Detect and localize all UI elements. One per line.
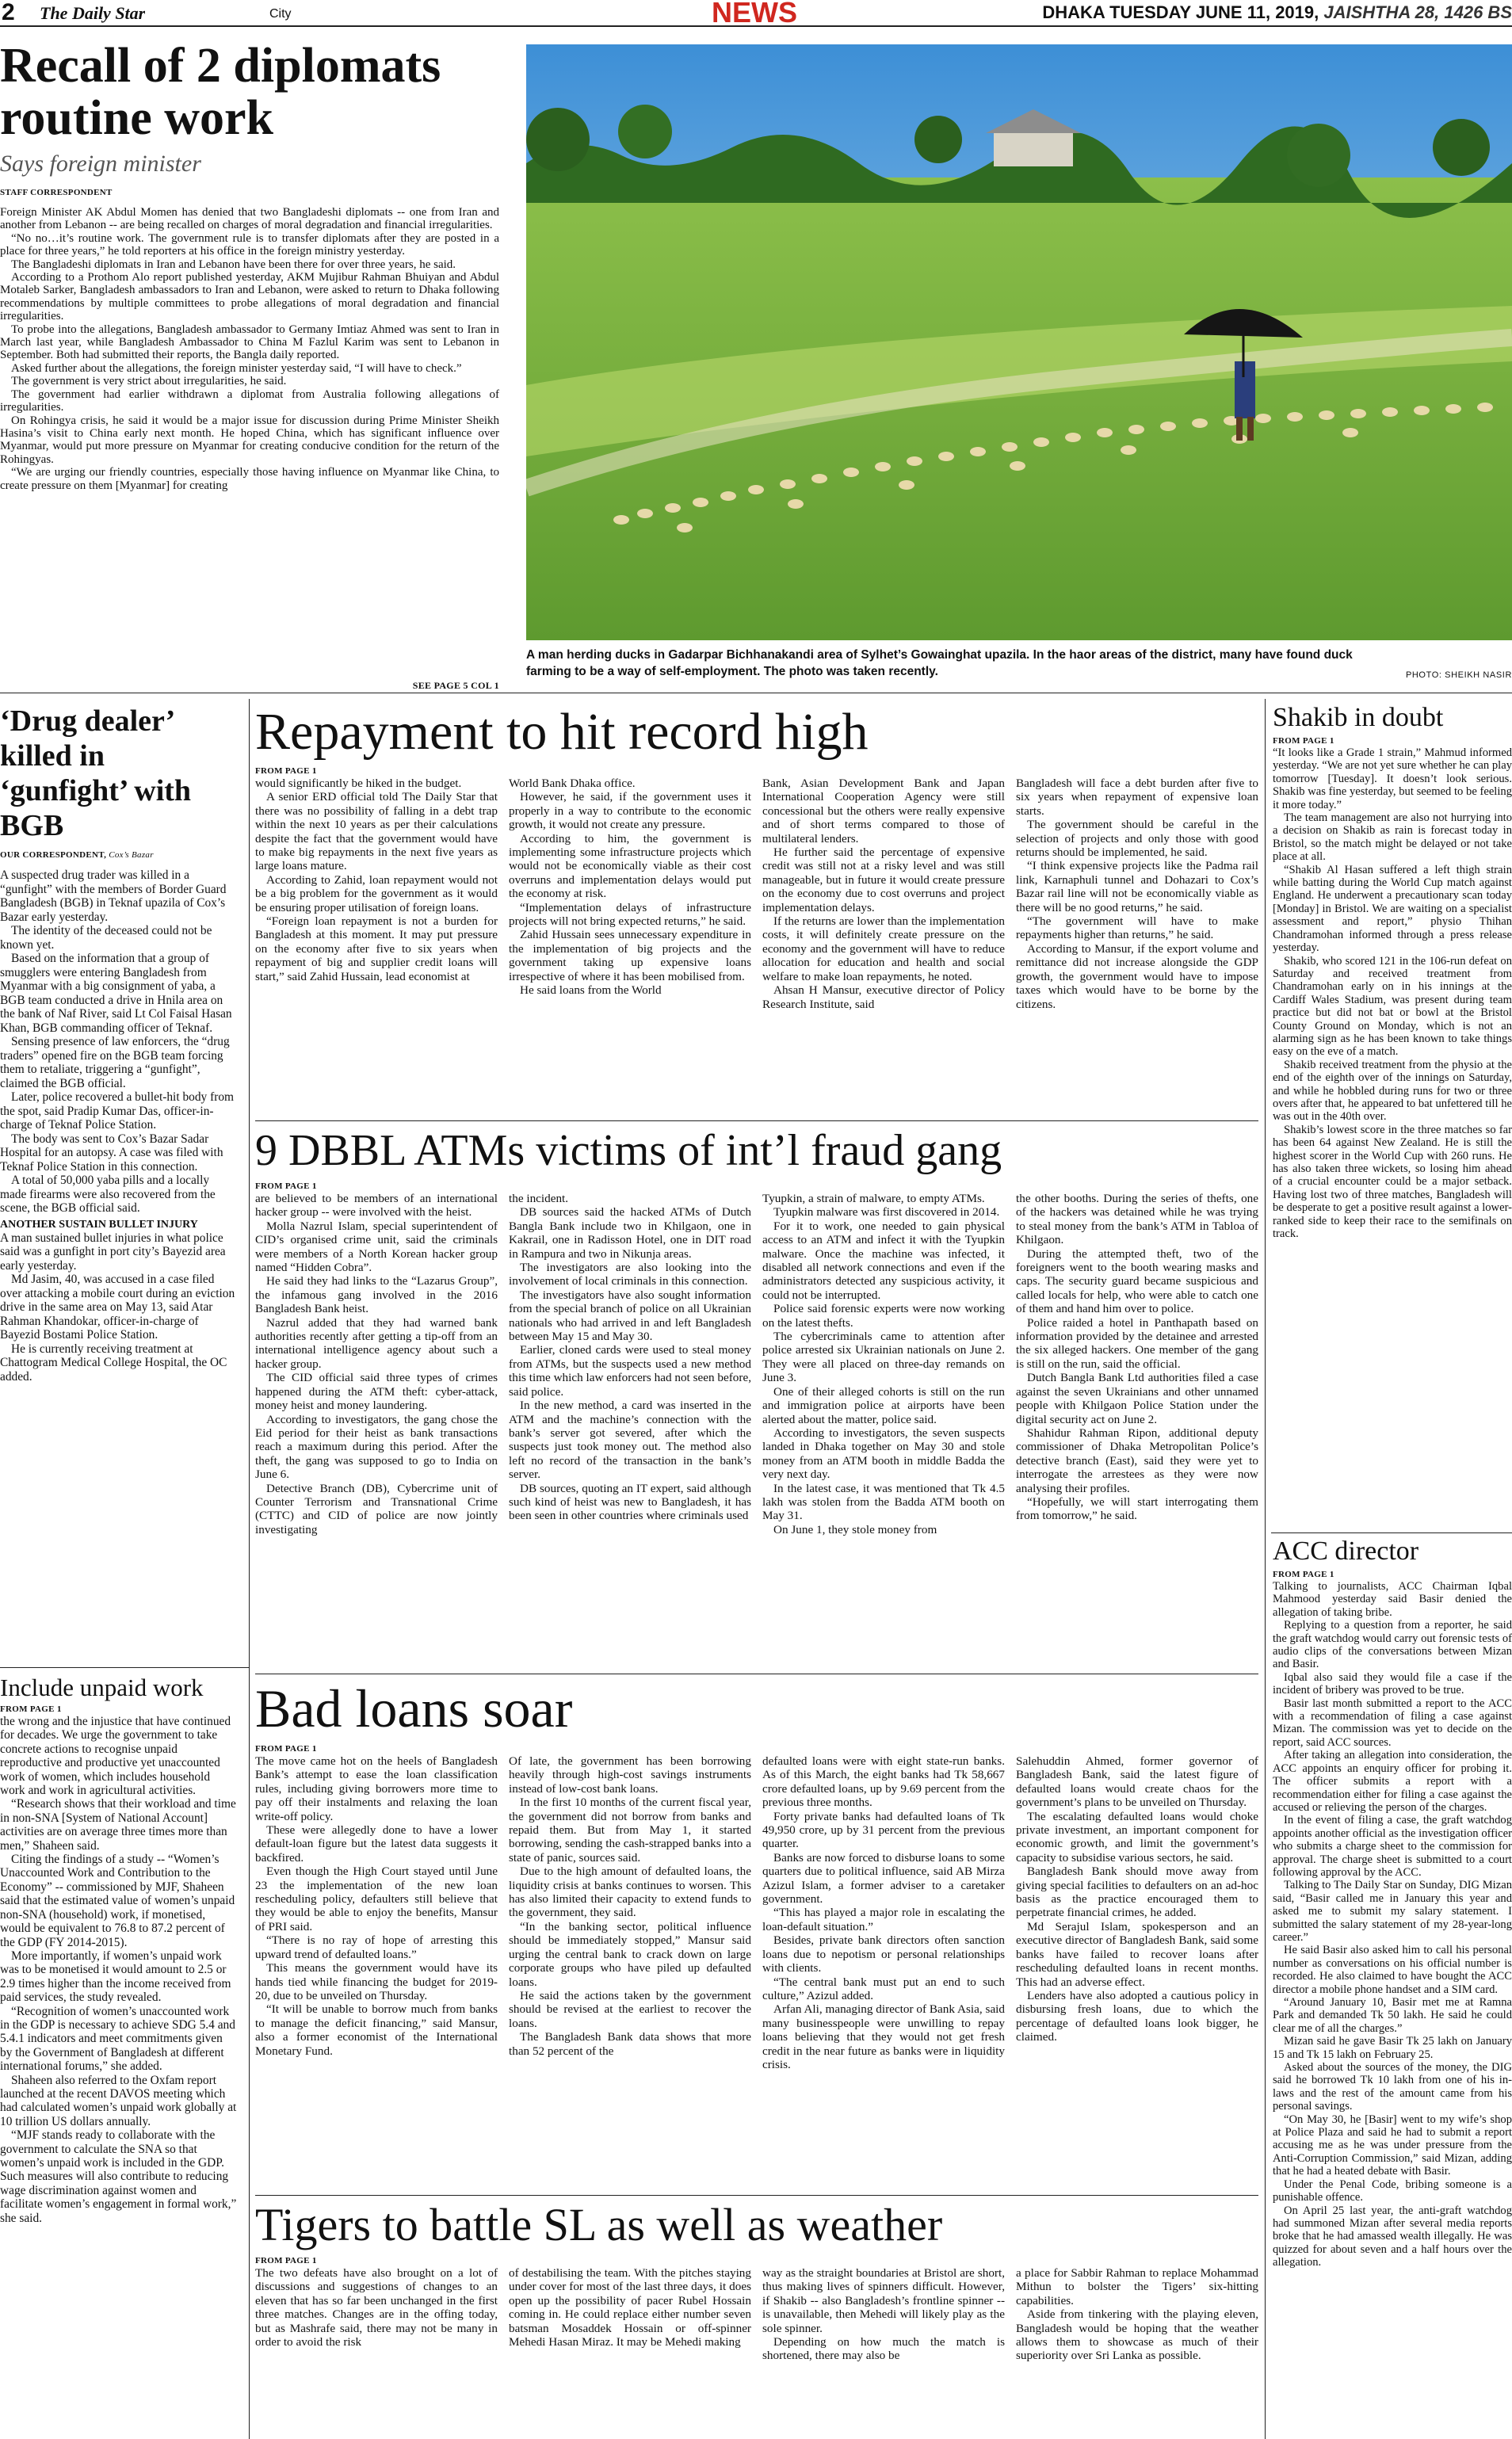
tigers-body [255, 2266, 1258, 2363]
atm-col [509, 1192, 751, 1536]
badloans-para: Forty private banks had defaulted loans of Tk 49,950 crore, up by 31 percent from the previous quarter. [762, 1809, 1005, 1851]
badloans-body [255, 1754, 1258, 2071]
badloans-para: In the first 10 months of the current fiscal year, the government did not borrow from banks and repaid them. But from May 1, it started borrowing, sending the cash-strapped banks into a state of panic, sources said. [509, 1796, 751, 1865]
badloans-para: He said the actions taken by the government should be revised at the earliest to recover the loans. [509, 1988, 751, 2030]
repayment-tag: FROM PAGE 1 [255, 766, 317, 776]
drug-para: Based on the information that a group of smugglers were entering Bangladesh from Myanmar with a big consignment of yaba, a BGB team conducted a drive in Hnila area on the bank of Naf River, said Lt Col Faisal Hasan Khan, BGB commanding officer of Teknaf. [0, 952, 232, 1035]
badloans-tag: FROM PAGE 1 [255, 1744, 317, 1754]
dateline [979, 2, 1512, 24]
tigers-para: Depending on how much the match is shortened, there may also be [762, 2335, 1005, 2363]
atm-para: Earlier, cloned cards were used to steal money from ATMs, but the suspects used a new method this time which law enforcers had not seen before, said police. [509, 1343, 751, 1399]
tigers-para: Aside from tinkering with the playing eleven, Bangladesh would be hoping that the weather allows them to showcase as much of their superiority over Sri Lanka as possible. [1016, 2307, 1258, 2363]
diplomats-story [0, 40, 499, 691]
atm-para: Molla Nazrul Islam, special superintendent of CID’s organised crime unit, said the criminals were members of a North Korean hacker group named “Hidden Cobra”. [255, 1219, 498, 1275]
repayment-para: According to Zahid, loan repayment would not be a big problem for the government as it would be ensuring proper utilisation of foreign loans. [255, 872, 498, 914]
divider [255, 1120, 1258, 1121]
badloans-para: Due to the high amount of defaulted loans, the liquidity crisis at banks continues to worsen. This has also limited their capacity to extend funds to the government, they said. [509, 1865, 751, 1920]
diplomats-para: Foreign Minister AK Abdul Momen has denied that two Bangladeshi diplomats -- one from Iran and another from Lebanon -- are being recalled on charges of moral degradation and financial irregularities. [0, 206, 499, 232]
atm-para: the other booths. During the series of thefts, one of the hackers was detained while he was trying to steal money from the bank’s ATM in Tabloa of Khilgaon. [1016, 1192, 1258, 1247]
atm-para: In the latest case, it was mentioned that Tk 4.5 lakh was stolen from the Badda ATM booth on May 31. [762, 1481, 1005, 1523]
atm-col [1016, 1192, 1258, 1536]
atm-para: The CID official said three types of crimes happened during the ATM theft: cyber-attack, money heist and money laundering. [255, 1371, 498, 1413]
repayment-body [255, 777, 1258, 1011]
diplomats-para: “We are urging our friendly countries, especially those having influence on Myanmar like China, to create pressure on them [Myanmar] for creating [0, 466, 499, 492]
badloans-para: Arfan Ali, managing director of Bank Asia, said many businesspeople were unwilling to repay loans believing that they would not get fresh credit in the near future as banks were in liquidity crisis. [762, 2002, 1005, 2071]
repayment-para: “Implementation delays of infrastructure projects will not bring expected returns,” he said. [509, 900, 751, 929]
repayment-headline: Repayment to hit record high [255, 703, 869, 761]
drug-para: A suspected drug trader was killed in a “gunfight” with the members of Border Guard Bangladesh (BGB) in Teknaf upazila of Cox’s Bazar early yesterday. [0, 868, 227, 924]
drug-para: The body was sent to Cox’s Bazar Sadar Hospital for an autopsy. A case was filed with Teknaf Police Station in this connection. [0, 1132, 223, 1174]
acc-para: In the event of filing a case, the graft watchdog appoints another official as the investigation officer who submits a charge sheet to the commission for approval. The charge sheet is submitted to a court following approval by the ACC. [1273, 1814, 1512, 1879]
unpaid-headline: Include unpaid work [0, 1674, 204, 1701]
drug-headline: ‘Drug dealer’ killed in ‘gunfight’ with BGB [0, 704, 192, 842]
acc-para: Iqbal also said they would file a case if the incident of bribery was proved to be true. [1273, 1670, 1512, 1697]
unpaid-para: Shaheen also referred to the Oxfam report launched at the recent DAVOS meeting which had calculated women’s unpaid work globally at 10 trillion US dollars annually. [0, 2073, 237, 2128]
acc-para: “On May 30, he [Basir] went to my wife’s shop at Police Plaza and said he had to submit a report accusing me as he was under pressure from the Anti-Corruption Commission,” said Mizan, adding that he had a heated debate with Basir. [1273, 2113, 1512, 2178]
diplomats-jump[interactable]: SEE PAGE 5 COL 1 [408, 680, 499, 691]
badloans-para: The escalating defaulted loans would choke private investment, an important component for economic growth, and limit the government’s capacity to subsidise various sectors, he said. [1016, 1809, 1258, 1865]
drug-para: He is currently receiving treatment at Chattogram Medical College Hospital, the OC added. [0, 1342, 227, 1384]
repayment-story [255, 700, 1258, 1117]
masthead-logo: The Daily Star [40, 3, 146, 23]
acc-para: “Around January 10, Basir met me at Ramna Park and demanded Tk 50 lakh. He said he could clear me of all the charges.” [1273, 1996, 1512, 2035]
badloans-para: Md Serajul Islam, spokesperson and an executive director of Bangladesh Bank, said some banks have failed to recover loans after rescheduling defaulted loans in recent months. This had an adverse effect. [1016, 1919, 1258, 1989]
repayment-para: He further said the percentage of expensive credit was still not at a risky level and was still manageable, but in future it would create pressure on the economy due to cost overruns and project implementation delays. [762, 845, 1005, 914]
acc-para: On April 25 last year, the anti-graft watchdog had summoned Mizan after several media reports broke that he had amassed wealth illegally. He was quizzed for about seven and a half hours over the allegation. [1273, 2204, 1512, 2269]
diplomats-para: The government is very strict about irregularities, he said. [11, 375, 287, 388]
shakib-story [1273, 702, 1512, 1531]
unpaid-story [0, 1674, 238, 2439]
unpaid-para: “MJF stands ready to collaborate with the government to calculate the SNA so that women’s unpaid work is included in the GDP. Such measures will also contribute to reducing wage discrimination against women and facilitate women’s engagement in formal work,” she said. [0, 2128, 237, 2225]
duck-herding-photo [526, 44, 1512, 640]
dateline-bn: JAISHTHA 28, 1426 BS [1323, 2, 1512, 22]
drug-para: A man sustained bullet injuries in what police said was a gunfight in port city’s Bayezid area early yesterday. [0, 1231, 226, 1273]
drug-para: Md Jasim, 40, was accused in a case filed over attacking a mobile court during an eviction drive in the same area on May 13, said Atar Rahman Khandokar, officer-in-charge of Bayezid Bostami Police Station. [0, 1273, 235, 1342]
divider [1265, 699, 1266, 2439]
repayment-para: However, he said, if the government uses it properly in a way to contribute to the economic growth, it would not create any pressure. [509, 790, 751, 832]
badloans-para: This means the government would have its hands tied while financing the budget for 2019-20, due to be unveiled on Thursday. [255, 1961, 498, 2002]
drug-body [0, 868, 238, 1384]
atm-para: Police raided a hotel in Panthapath based on information provided by the detainee and arrested the six alleged hackers. One member of the gang is still on the run, said the official. [1016, 1315, 1258, 1371]
drug-byline [0, 849, 238, 861]
tigers-headline: Tigers to battle SL as well as weather [255, 2199, 943, 2250]
shakib-para: “It looks like a Grade 1 strain,” Mahmud informed yesterday. “We are not yet sure whether he can play tomorrow [Tuesday]. It doesn’t look serious. Shakib was fine yesterday, but seemed to be feeling it more today.” [1273, 746, 1512, 811]
acc-para: Under the Penal Code, bribing someone is a punishable offence. [1273, 2178, 1512, 2204]
shakib-tag: FROM PAGE 1 [1273, 736, 1334, 746]
repayment-para: A senior ERD official told The Daily Star that there was no possibility of falling in a debt trap within the next 10 years as per their calculations despite the fact that the government would have to make big repayments in the next five years as large loans mature. [255, 790, 498, 873]
repayment-para: would significantly be hiked in the budget. [255, 777, 462, 790]
badloans-col [255, 1754, 498, 2071]
shakib-headline: Shakib in doubt [1273, 703, 1444, 732]
shakib-para: The team management are also not hurrying into a decision on Shakib as rain is forecast today in Bristol, so the match might be delayed or not take place at all. [1273, 811, 1512, 864]
atm-story [255, 1122, 1258, 1670]
tigers-col [1016, 2266, 1258, 2363]
shakib-para: Shakib received treatment from the physio at the end of the eighth over of the innings on Saturday, and while he hobbled during runs for two or three overs after that, he appeared to bat unfettered till he was out in the 40th over. [1273, 1058, 1512, 1124]
badloans-story [255, 1675, 1258, 2192]
atm-para: Tyupkin malware was first discovered in 2014. [773, 1205, 1000, 1220]
divider [249, 699, 250, 2439]
atm-para: For it to work, one needed to gain physical access to an ATM and infect it with the Tyupkin malware. Once the machine was infected, it disabled all network connections and even if the administrators detected any suspicious activity, it could not be interrupted. [762, 1219, 1005, 1302]
repayment-para: If the returns are lower than the implementation costs, it will definitely create pressure on the economy and the government will have to reduce allocation for education and health and social welfare to make loan repayments, he noted. [762, 914, 1005, 983]
tigers-para: of destabilising the team. With the pitches staying under cover for most of the last three days, it does open up the possibility of pacer Rubel Hossain coming in. He could replace either number seven batsman Mosaddek Hossain or off-spinner Mehedi Hasan Miraz. It may be Mehedi making [509, 2266, 751, 2349]
divider [1271, 1532, 1512, 1533]
atm-col [255, 1192, 498, 1536]
acc-tag: FROM PAGE 1 [1273, 1570, 1334, 1579]
diplomats-body [0, 206, 499, 492]
badloans-para: “In the banking sector, political influence should be immediately stopped,” Mansur said urging the central bank to crack down on large corporate groups who have piled up defaulted loans. [509, 1919, 751, 1989]
repayment-para: Bangladesh will face a debt burden after five to six years when repayment of expensive loan starts. [1016, 777, 1258, 818]
drug-byline-place: Cox’s Bazar [109, 850, 154, 860]
acc-para: Talking to journalists, ACC Chairman Iqbal Mahmood yesterday said Basir denied the allegation of taking bribe. [1273, 1580, 1512, 1619]
repayment-para: According to him, the government is implementing some infrastructure projects which would not be economically viable as their cost overruns and implementation delays would put the economy at risk. [509, 831, 751, 901]
atm-para: Detective Branch (DB), Cybercrime unit of Counter Terrorism and Transnational Crime (CTTC) and CID of police are now jointly investigating [255, 1481, 498, 1536]
shakib-para: Shakib, who scored 121 in the 106-run defeat on Saturday and received treatment from Chandramohan early on in his innings at the Cardiff Wales Stadium, was present during team practice but did not bat or bowl at the Bristol County Ground on Monday, which is not an alarming sign as he has been known to take things easy on the eve of a match. [1273, 954, 1512, 1059]
tigers-story [255, 2197, 1258, 2439]
badloans-headline: Bad loans soar [255, 1678, 573, 1739]
atm-para: He said they had links to the “Lazarus Group”, the infamous gang involved in the 2016 Bangladesh Bank heist. [255, 1274, 498, 1316]
drug-story [0, 704, 238, 1658]
tigers-col [255, 2266, 498, 2363]
page-number: 2 [2, 0, 15, 25]
atm-para: The investigators have also sought information from the special branch of police on all Ukrainian nationals who had arrived in and left Bangladesh between May 15 and May 30. [509, 1288, 751, 1344]
diplomats-para: To probe into the allegations, Bangladesh ambassador to Germany Imtiaz Ahmed was sent to Iran in March last year, while Bangladesh Ambassador to China M Fazlul Karim was sent to Lebanon in September. Both had submitted their reports, the Bangla daily reported. [0, 323, 499, 362]
repayment-para: Zahid Hussain sees unnecessary expenditure in the implementation of big projects and the government taking up expensive loans irrespective of where it has been mobilised from. [509, 928, 751, 983]
badloans-para: Banks are now forced to disburse loans to some quarters due to political influence, said AB Mirza Azizul Islam, a former adviser to a caretaker government. [762, 1850, 1005, 1907]
page-header [0, 0, 1512, 27]
acc-headline: ACC director [1273, 1536, 1419, 1566]
shakib-para: “Shakib Al Hasan suffered a left thigh strain while batting during the World Cup match against England. He underwent a precautionary scan today [Monday] in Bristol. We are waiting on a specialist assessment and report,” physio Thihan Chandramohan informed through a press release yesterday. [1273, 863, 1512, 955]
section-label: City [269, 7, 292, 21]
repayment-para: World Bank Dhaka office. [509, 777, 636, 790]
atm-para: One of their alleged cohorts is still on the run and immigration police at airports have been alerted about the matter, police said. [762, 1384, 1005, 1426]
diplomats-para: The government had earlier withdrawn a diplomat from Australia following allegations of irregularities. [0, 387, 499, 414]
atm-tag: FROM PAGE 1 [255, 1181, 317, 1191]
repayment-para: Bank, Asian Development Bank and Japan International Cooperation Agency were still concessional but the others were really expensive and of short terms compared to those of multilateral lenders. [762, 777, 1005, 845]
farm-house [994, 132, 1073, 166]
atm-para: In the new method, a card was inserted in the ATM and the machine’s connection with the bank’s server got severed, after which the suspects just took money out. The method also left no record of the transaction in the bank’s server. [509, 1399, 751, 1482]
unpaid-tag: FROM PAGE 1 [0, 1704, 62, 1714]
repayment-para: “The government will have to make repayments higher than returns,” he said. [1016, 914, 1258, 942]
acc-body [1273, 1580, 1512, 2269]
badloans-para: “This has played a major role in escalating the loan-default situation.” [762, 1906, 1005, 1933]
atm-body [255, 1192, 1258, 1536]
unpaid-para: “Research shows that their workload and time in non-SNA [System of National Account] activities are on average three times more than men,” Shaheen said. [0, 1797, 236, 1853]
atm-para: According to investigators, the seven suspects landed in Dhaka together on May 30 and stole money from an ATM booth in middle Badda the very next day. [762, 1426, 1005, 1482]
repayment-para: According to Mansur, if the export volume and remittance did not increase alongside the GDP growth, the government would have to impose taxes which would have to be borne by the citizens. [1016, 941, 1258, 1011]
acc-para: Replying to a question from a reporter, he said the graft watchdog would carry out forensic tests of audio clips of the conversations between Mizan and Basir. [1273, 1619, 1512, 1671]
repayment-para: He said loans from the World [520, 983, 662, 998]
repayment-para: “I think expensive projects like the Padma rail link, Karnaphuli tunnel and Dohazari to Cox’s Bazar rail line will not be economically viable as there will be no good returns,” he said. [1016, 859, 1258, 914]
badloans-col [762, 1754, 1005, 2071]
badloans-para: Besides, private bank directors often sanction loans due to nepotism or personal relationships with clients. [762, 1933, 1005, 1975]
tigers-col [509, 2266, 751, 2363]
atm-para: DB sources, quoting an IT expert, said although such kind of heist was new to Bangladesh, it has been seen in other countries where criminals used [509, 1481, 751, 1523]
atm-col [762, 1192, 1005, 1536]
diplomats-para: “No no…it’s routine work. The government rule is to transfer diplomats after they are posted in a place for three years,” he told reporters at his office in the foreign ministry yesterday. [0, 231, 499, 258]
drug-para: Later, police recovered a bullet-hit body from the spot, said Pradip Kumar Das, officer-in-charge of Teknaf Police Station. [0, 1090, 234, 1132]
badloans-para: Salehuddin Ahmed, former governor of Bangladesh Bank, said the latest figure of defaulted loans would create chaos for the government’s plans to be unveiled on Thursday. [1016, 1754, 1258, 1810]
atm-para: Shahidur Rahman Ripon, additional deputy commissioner of Dhaka Metropolitan Police’s detective branch (East), said they were yet to interrogate the arrestees as they were now analysing their profiles. [1016, 1426, 1258, 1495]
badloans-col [509, 1754, 751, 2071]
atm-para: The cybercriminals came to attention after police arrested six Ukrainian nationals on June 2. They were all placed on three-day remands on June 3. [762, 1330, 1005, 1385]
atm-para: the incident. [509, 1192, 569, 1205]
atm-para: Dutch Bangla Bank Ltd authorities filed a case against the seven Ukrainians and other unnamed people with Khilgaon Police Station under the digital security act on June 2. [1016, 1371, 1258, 1426]
unpaid-para: “Recognition of women’s unaccounted work in the GDP is necessary to achieve SDG 5.4 and 5.4.1 indicators and meet commitments given by the Government of Bangladesh at different international forums,” she added. [0, 2004, 235, 2074]
acc-para: After taking an allegation into consideration, the ACC appoints an enquiry officer for probing it. The officer submits a report with a recommendation either for filing a case against the accused or relieving the person of the charges. [1273, 1749, 1512, 1814]
acc-story [1273, 1536, 1512, 2439]
tigers-col [762, 2266, 1005, 2363]
atm-para: Nazrul added that they had warned bank authorities recently after getting a tip-off from an international intelligence agency about such a hacker group. [255, 1315, 498, 1371]
dateline-date: DHAKA TUESDAY JUNE 11, 2019, [1042, 2, 1319, 22]
atm-para: Police said forensic experts were now working on the latest thefts. [762, 1302, 1005, 1330]
tigers-para: way as the straight boundaries at Bristol are short, thus making lives of spinners difficult. However, if Shakib -- also Bangladesh’s frontline spinner -- is unavailable, then Mehedi will likely play as the sole spinner. [762, 2266, 1005, 2335]
photo-block [526, 44, 1512, 688]
repayment-col [509, 777, 751, 1011]
atm-para: On June 1, they stole money from [773, 1522, 937, 1536]
drug-para: The identity of the deceased could not be known yet. [0, 924, 212, 952]
photo-caption: A man herding ducks in Gadarpar Bichhanakandi area of Sylhet’s Gowainghat upazila. In the haor areas of the district, many have found duck farming to be a way of self-employment. The photo was taken recently. [526, 648, 1353, 678]
drug-para: A total of 50,000 yaba pills and a locally made firearms were also recovered from the scene, the BGB official said. [0, 1174, 216, 1215]
photo-credit: PHOTO: SHEIKH NASIR [1405, 670, 1512, 680]
acc-para: He said Basir also asked him to call his personal number as conversations on his official number is recorded. He also claimed to have bought the ACC director a mobile phone handset and a SIM card. [1273, 1944, 1512, 1996]
divider [255, 2195, 1258, 2196]
diplomats-byline: STAFF CORRESPONDENT [0, 188, 113, 197]
badloans-para: “The central bank must put an end to such culture,” Azizul added. [762, 1975, 1005, 2002]
atm-para: are believed to be members of an international hacker group -- were involved with the heist. [255, 1192, 498, 1220]
unpaid-para: More importantly, if women’s unpaid work was to be monetised it would amount to 2.5 or 2.9 times higher than the income received from paid services, the study revealed. [0, 1949, 231, 2005]
badloans-para: Of late, the government has been borrowing heavily through high-cost savings instruments instead of low-cost bank loans. [509, 1754, 751, 1796]
acc-para: Basir last month submitted a report to the ACC with a recommendation of filing a case against Mizan. The commission was yet to decide on the report, said ACC sources. [1273, 1697, 1512, 1749]
repayment-col [1016, 777, 1258, 1011]
repayment-col [255, 777, 498, 1011]
acc-para: Talking to The Daily Star on Sunday, DIG Mizan said, “Basir called me in January this year and asked me to submit my salary statement. I submitted the salary statement of my 28-year-long career.” [1273, 1879, 1512, 1944]
atm-para: During the attempted theft, two of the foreigners went to the booth wearing masks and caps. The security guard became suspicious and called locals for help, who were able to catch one of them and hand him over to police. [1016, 1246, 1258, 1316]
atm-para: According to investigators, the gang chose the Eid period for their heist as bank transactions reach a maximum during this period. After the theft, the gang was supposed to go to India on June 6. [255, 1412, 498, 1482]
shakib-body [1273, 746, 1512, 1240]
tigers-para: The two defeats have also brought on a lot of discussions and suggestions of changes to an eleven that has so far been unchanged in the first three matches. Changes are in the offing today, but as Mashrafe said, there may not be many in order to avoid the risk [255, 2266, 498, 2349]
atm-para: DB sources said the hacked ATMs of Dutch Bangla Bank include two in Khilgaon, one in Kakrail, one in Radisson Hotel, one in DIT road in Rampura and two in Nikunja areas. [509, 1205, 751, 1261]
diplomats-para: On Rohingya crisis, he said it would be a major issue for discussion during Prime Minister Sheikh Hasina’s visit to China early next month. He hoped China, which has significant influence over Myanmar, would put more pressure on Myanmar for creating conducive condition for the return of the Rohingyas. [0, 414, 499, 466]
divider [0, 1667, 249, 1668]
diplomats-para: According to a Prothom Alo report published yesterday, AKM Mujibur Rahman Bhuiyan and Abdul Motaleb Sarker, Bangladesh ambassadors to Iran and Lebanon, were asked to return to Dhaka following recommendations by multiple committees to probe allegations of moral degradation and financial irregularities. [0, 271, 499, 323]
tigers-para: a place for Sabbir Rahman to replace Mohammad Mithun to bolster the Tigers’ six-hitting capabilities. [1016, 2266, 1258, 2307]
brand-label: NEWS [712, 0, 797, 27]
atm-para: Tyupkin, a strain of malware, to empty ATMs. [762, 1192, 985, 1205]
unpaid-body [0, 1715, 238, 2225]
badloans-para: “There is no ray of hope of arresting this upward trend of defaulted loans.” [255, 1933, 498, 1961]
badloans-para: Bangladesh Bank should move away from giving special facilities to defaulters on an ad-hoc basis as the practice encouraged them to perpetrate financial crimes, he added. [1016, 1865, 1258, 1920]
badloans-para: The move came hot on the heels of Bangladesh Bank’s attempt to ease the loan classification rules, including giving borrowers more time to pay off their instalments and relaxing the loan write-off policy. [255, 1754, 498, 1823]
badloans-para: Lenders have also adopted a cautious policy in disbursing fresh loans, due to which the percentage of defaulted loans look bigger, he claimed. [1016, 1988, 1258, 2044]
diplomats-subhead: Says foreign minister [0, 151, 201, 177]
diplomats-headline: Recall of 2 diplomats routine work [0, 40, 441, 145]
acc-para: Mizan said he gave Basir Tk 25 lakh on January 15 and Tk 15 lakh on February 25. [1273, 2035, 1512, 2061]
drug-byline-name: OUR CORRESPONDENT, [0, 850, 107, 860]
badloans-para: defaulted loans were with eight state-run banks. As of this March, the eight banks had Tk 58,667 crore defaulted loans, up by 9.69 percent from the previous three months. [762, 1754, 1005, 1810]
badloans-col [1016, 1754, 1258, 2071]
badloans-para: Even though the High Court stayed until June 23 the implementation of the new loan rescheduling policy, defaulters still believe that they would be able to enjoy the benefits, Mansur of PRI said. [255, 1865, 498, 1933]
acc-para: Asked about the sources of the money, the DIG said he borrowed Tk 10 lakh from one of his in-laws and the rest of the amount came from his personal savings. [1273, 2061, 1512, 2113]
unpaid-para: Citing the findings of a study -- “Women’s Unaccounted Work and Contribution to the Economy” -- commissioned by MJF, Shaheen said that the estimated value of women’s unpaid non-SNA (household) work, if monetised, would be equivalent to 76.8 to 87.2 percent of the GDP (FY 2014-2015). [0, 1853, 235, 1949]
badloans-para: These were allegedly done to have a lower default-loan figure but the latest data suggests it backfired. [255, 1823, 498, 1865]
tigers-tag: FROM PAGE 1 [255, 2256, 317, 2265]
diplomats-para: Asked further about the allegations, the foreign minister yesterday said, “I will have to check.” [11, 361, 462, 375]
repayment-para: The government should be careful in the selection of projects and only those with good returns should be implemented, he said. [1016, 818, 1258, 860]
repayment-col [762, 777, 1005, 1011]
badloans-para: “It will be unable to borrow much from banks to manage the deficit financing,” said Mansur, also a former economist of the International Monetary Fund. [255, 2002, 498, 2058]
repayment-para: Ahsan H Mansur, executive director of Policy Research Institute, said [762, 983, 1005, 1011]
unpaid-para: the wrong and the injustice that have continued for decades. We urge the government to take concrete actions to recognise unpaid reproductive and productive yet unaccounted work of women, which includes household work and work in agricultural activities. [0, 1715, 231, 1798]
badloans-para: The Bangladesh Bank data shows that more than 52 percent of the [509, 2030, 751, 2058]
shakib-para: Shakib’s lowest score in the three matches so far has been 64 against New Zealand. He is still the highest scorer in the World Cup with 260 runs. He has also taken three wickets, so losing him ahead of a crucial encounter could be a major setback. Having lost two of three matches, Bangladesh will be desperate to get a positive result against a lower-ranked side to keep their race to the semifinals on track. [1273, 1123, 1512, 1241]
atm-para: “Hopefully, we will start interrogating them from tomorrow,” he said. [1016, 1494, 1258, 1523]
drug-para: Sensing presence of law enforcers, the “drug traders” opened fire on the BGB team forcing them to retaliate, triggering a “gunfight”, claimed the BGB official. [0, 1035, 230, 1090]
drug-subhead: ANOTHER SUSTAIN BULLET INJURY [0, 1218, 198, 1231]
atm-headline: 9 DBBL ATMs victims of int’l fraud gang [255, 1126, 1002, 1175]
repayment-para: “Foreign loan repayment is not a burden for Bangladesh at this moment. It may put pressure on the economy after five to six years when repayment of big and supplier credit loans will start,” said Zahid Hussain, lead economist at [255, 914, 498, 983]
atm-para: The investigators are also looking into the involvement of local criminals in this connection. [509, 1261, 751, 1288]
diplomats-para: The Bangladeshi diplomats in Iran and Lebanon have been there for over three years, he said. [11, 258, 456, 271]
